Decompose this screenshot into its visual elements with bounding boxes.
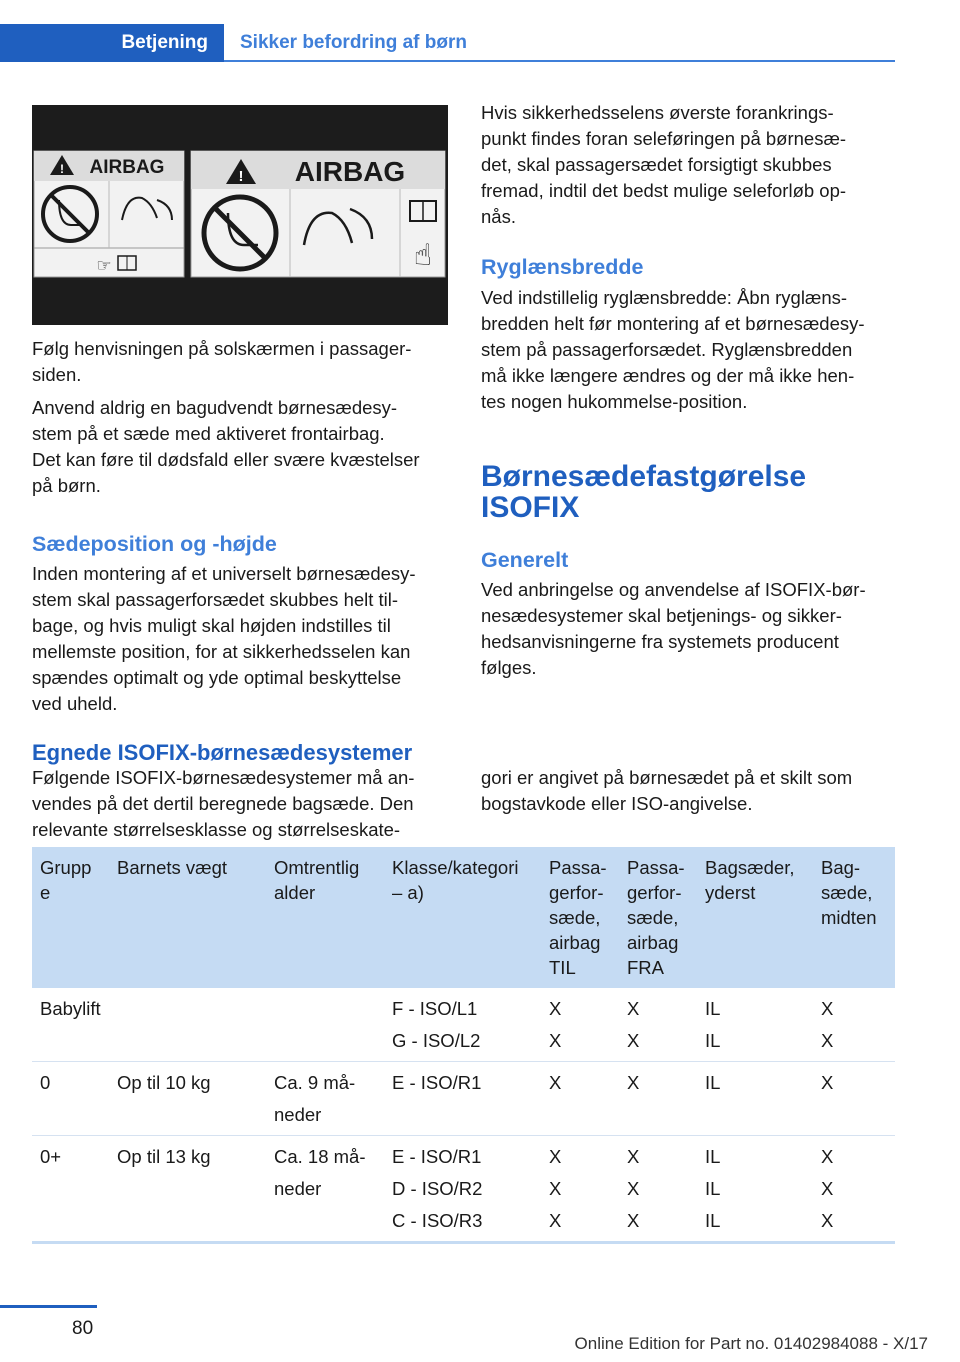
general-text: Ved anbringelse og anvendelse af ISOFIX-bør- nesædesystemer skal betjenings- og sikker- hedsanvisningerne fra systemets producent følges. (481, 579, 866, 678)
table-header-row (32, 847, 895, 988)
table-header-cell: Bagsæder, yderst (697, 847, 813, 988)
table-header-cell: Bag- sæde, midten (813, 847, 895, 988)
table-header-cell: Grupp e (32, 847, 109, 988)
table-cell: 0+ (32, 1136, 109, 1243)
table-header-cell: Klasse/kategori – a) (384, 847, 541, 988)
page-header (0, 24, 895, 62)
table-cell: Babylift (32, 988, 109, 1062)
table-cell: X (813, 1062, 895, 1136)
belt-anchor-text: Hvis sikkerhedsselens øverste forankrings- punkt findes foran seleføringen på børnesæ- det, skal passagersædet forsigtigt skubbes fremad, indtil det bedst mulige seleforløb op- nås. (481, 102, 847, 227)
backrest-width-heading: Ryglænsbredde (481, 255, 644, 279)
seat-position-text: Inden montering af et universelt børnesædesy- stem skal passagerforsædet skubbes helt til- bage, og hvis muligt skal højden indstilles til mellemste position, for at sikkerhedsselen kan spændes optimalt og yde optimal beskyttelse ved uheld. (32, 563, 416, 714)
table-header-cell: Passa- gerfor- sæde, airbag FRA (619, 847, 697, 988)
pointing-hand-icon: ☝ (413, 238, 433, 273)
table-cell (266, 988, 384, 1062)
table-header-cell: Passa- gerfor- sæde, airbag TIL (541, 847, 619, 988)
table-cell: X X (619, 988, 697, 1062)
passenger-side-note: Følg henvisningen på solskærmen i passager- siden. (32, 338, 412, 385)
table-cell: X X X (813, 1136, 895, 1243)
suitable-isofix-text-left: Følgende ISOFIX-børnesædesystemer må an- vendes på det dertil beregnede bagsæde. Den relevante størrelsesklasse og størrelseskate- (32, 767, 415, 840)
airbag-warning-figure (32, 105, 448, 325)
table-cell: X (541, 1062, 619, 1136)
table-row (32, 1062, 895, 1136)
isofix-table (32, 847, 895, 1244)
table-cell: IL IL IL (697, 1136, 813, 1243)
page-number: 80 (72, 1318, 94, 1339)
suitable-isofix-heading: Egnede ISOFIX-børnesædesystemer (32, 740, 413, 765)
table-header-cell: Barnets vægt (109, 847, 266, 988)
pointing-hand-icon: ☞ (96, 256, 112, 276)
backrest-width-text: Ved indstillelig ryglænsbredde: Åbn ryglæns- bredden helt før montering af et børnesædesy- stem på passagerforsædet. Ryglænsbredden må ikke længere ændres og der må ikke hen- tes nogen hukommelse-position. (481, 287, 865, 412)
table-cell: Ca. 18 må- neder (266, 1136, 384, 1243)
table-cell: 0 (32, 1062, 109, 1136)
table-cell: E - ISO/R1 D - ISO/R2 C - ISO/R3 (384, 1136, 541, 1243)
svg-text:!: ! (60, 162, 64, 176)
large-airbag-word: AIRBAG (294, 156, 406, 187)
table-row (32, 988, 895, 1062)
table-cell: Op til 10 kg (109, 1062, 266, 1136)
rear-facing-warning: Anvend aldrig en bagudvendt børnesædesy- stem på et sæde med aktiveret frontairbag. Det kan føre til dødsfald eller svære kvæstelser på børn. (32, 397, 420, 496)
table-row (32, 1136, 895, 1243)
table-cell: F - ISO/L1 G - ISO/L2 (384, 988, 541, 1062)
general-heading: Generelt (481, 548, 569, 572)
isofix-chapter-heading: Børnesædefastgørelse ISOFIX (481, 460, 807, 524)
table-cell: X X X (619, 1136, 697, 1243)
table-cell: E - ISO/R1 (384, 1062, 541, 1136)
table-cell: X X (541, 988, 619, 1062)
table-cell: IL (697, 1062, 813, 1136)
seat-position-heading: Sædeposition og -højde (32, 532, 277, 556)
airbag-labels-illustration (32, 105, 448, 325)
header-section-title: Sikker befordring af børn (240, 32, 467, 53)
svg-text:!: ! (238, 168, 244, 185)
header-rule (224, 60, 895, 62)
table-cell: IL IL (697, 988, 813, 1062)
table-cell (109, 988, 266, 1062)
table-cell: X (619, 1062, 697, 1136)
table-cell: X X X (541, 1136, 619, 1243)
table-cell: Op til 13 kg (109, 1136, 266, 1243)
footer-rule (0, 1305, 97, 1308)
table-header-cell: Omtrentlig alder (266, 847, 384, 988)
table-cell: Ca. 9 må- neder (266, 1062, 384, 1136)
header-chapter-tab: Betjening (121, 32, 208, 53)
edition-note: Online Edition for Part no. 01402984088 - X/17 (574, 1334, 928, 1353)
suitable-isofix-text-right: gori er angivet på børnesædet på et skilt som bogstavkode eller ISO-angivelse. (481, 767, 853, 814)
table-cell: X X (813, 988, 895, 1062)
small-airbag-word: AIRBAG (89, 157, 165, 178)
